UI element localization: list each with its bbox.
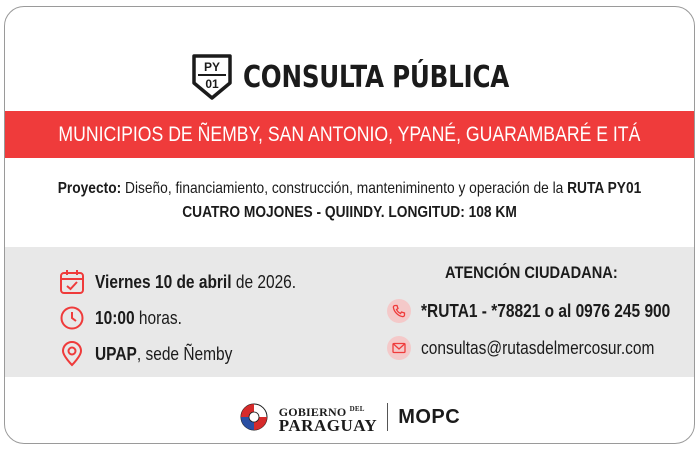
project-description — [5, 177, 694, 225]
title-row — [5, 47, 694, 107]
footer-logos — [5, 399, 694, 435]
project-label: Proyecto: — [57, 180, 122, 197]
route-badge-top: PY — [204, 60, 221, 74]
attention-phone-row — [387, 299, 695, 323]
event-time-rest: horas. — [134, 307, 182, 328]
route-badge-bottom: 01 — [205, 77, 219, 91]
event-place-row — [59, 341, 255, 367]
banner-text: MUNICIPIOS DE ÑEMBY, SAN ANTONIO, YPANÉ, GUARAMBARÉ E ITÁ — [58, 122, 641, 146]
phone-icon — [387, 299, 411, 323]
calendar-icon — [59, 269, 85, 295]
event-date-row — [59, 269, 329, 295]
attention-email-row — [387, 336, 692, 360]
gov-del: DEL — [349, 404, 365, 413]
ministry-logo: MOPC — [398, 405, 461, 428]
footer-divider — [387, 403, 388, 431]
gov-bottom: PARAGUAY — [278, 415, 378, 435]
location-pin-icon — [59, 341, 85, 367]
government-logo-icon — [239, 402, 269, 432]
page-title: CONSULTA PÚBLICA — [243, 59, 510, 95]
attention-email: consultas@rutasdelmercosur.com — [421, 337, 655, 358]
event-time-row — [59, 305, 196, 331]
project-line-2 — [53, 201, 646, 225]
gov-top: GOBIERNO — [278, 404, 347, 419]
project-route: RUTA PY01 — [567, 180, 642, 197]
project-route-details: CUATRO MOJONES - QUIINDY. LONGITUD: 108 KM — [182, 204, 517, 221]
event-place-rest: , sede Ñemby — [136, 343, 233, 364]
project-text: Diseño, financiamiento, construcción, manteniminento y operación de la — [121, 180, 568, 197]
event-date-bold: Viernes 10 de abril — [95, 271, 232, 292]
envelope-icon — [387, 336, 411, 360]
clock-icon — [59, 305, 85, 331]
event-place-bold: UPAP — [95, 343, 137, 364]
route-shield-icon — [191, 53, 233, 101]
announcement-card — [4, 6, 695, 444]
attention-title: ATENCIÓN CIUDADANA: — [445, 263, 618, 282]
event-date-rest: de 2026. — [231, 271, 297, 292]
attention-phone: *RUTA1 - *78821 o al 0976 245 900 — [421, 300, 671, 321]
project-line-1 — [53, 177, 646, 201]
municipalities-banner — [5, 111, 694, 158]
event-time-bold: 10:00 — [95, 307, 135, 328]
government-logo-text — [279, 402, 377, 433]
